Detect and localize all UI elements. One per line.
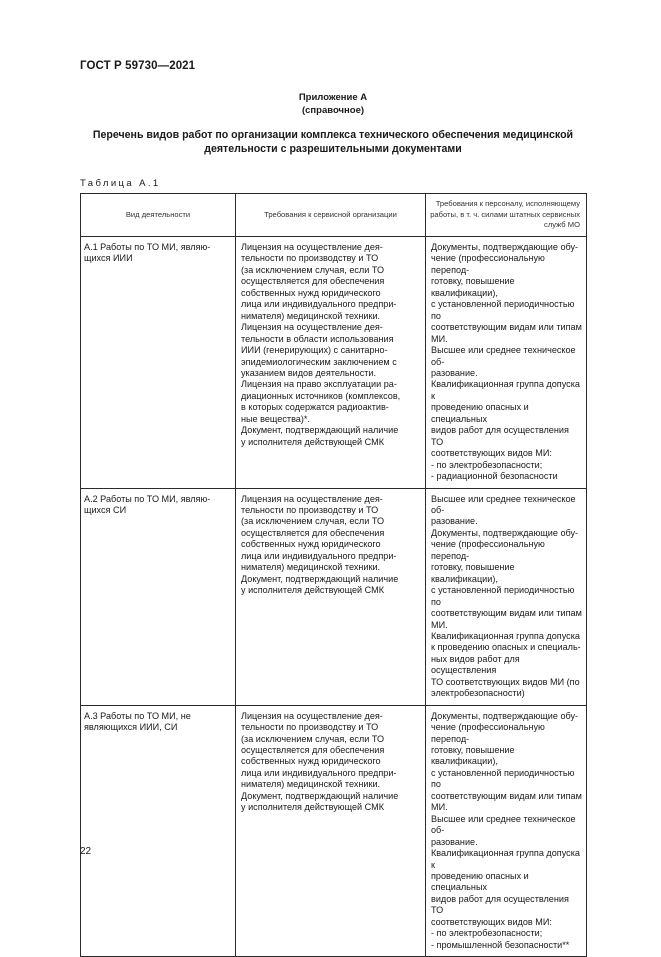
row-1-org-requirements-text: Лицензия на осуществление дея- тельности по производству и ТО (за исключением случая, если ТО осуществляется для обеспечения собственных нужд юридического лица или индивидуального предпри- нимателя) медицинской техники. Лицензия на осуществление дея- тельности в области использования ИИИ (генерирующих) с санитарно- эпидемиологическим заключением с указанием видов деятельности. Лицензия на право эксплуатации ра- диационных источников (комплексов, в которых содержатся радиоактив- ные вещества)*. Документ, подтверждающий наличие у исполнителя действующей СМК	[241, 242, 401, 447]
document-title-line-2: деятельности с разрешительными документами	[204, 143, 462, 155]
row-2-staff-requirements-text: Высшее или среднее техническое об- разование. Документы, подтверждающие обу- чение (профессиональную перепод- готовку, повышение квалификации), с установленной периодичностью по соответствующим видам или типам МИ. Квалификационная группа допуска к проведению опасных и специаль- ных видов работ для осуществления ТО соответствующих видов МИ (по электробезопасности)	[431, 493, 582, 699]
header-staff-requirements: Требования к персоналу, исполняющему работы, в т. ч. силами штатных сервисных служб МО	[426, 194, 587, 237]
document-title-line-1: Перечень видов работ по организации комплекса технического обеспечения медицинской	[92, 129, 574, 141]
row-3-org-requirements	[236, 705, 426, 957]
document-title	[80, 128, 586, 156]
header-activity-type: Вид деятельности	[81, 194, 236, 237]
annex-heading	[80, 92, 586, 117]
row-1-org-requirements	[236, 237, 426, 489]
table-caption: Таблица А.1	[80, 178, 161, 189]
row-1-staff-requirements-text: Документы, подтверждающие обу- чение (профессиональную перепод- готовку, повышение квалификации), с установленной периодичностью по соответствующим видам или типам МИ. Высшее или среднее техническое об- разование. Квалификационная группа допуска к проведению опасных и специальных видов работ для осуществления ТО соответствующих видов МИ: - по электробезопасности; - радиационной безопасности	[431, 242, 582, 482]
row-2-org-requirements	[236, 488, 426, 705]
table-row	[81, 705, 587, 957]
table-row	[81, 488, 587, 705]
page-number: 22	[80, 846, 92, 857]
table-header-row	[81, 194, 587, 237]
row-3-staff-requirements	[426, 705, 587, 957]
annex-label: Приложение А	[298, 92, 368, 103]
row-1-staff-requirements	[426, 237, 587, 489]
row-3-staff-requirements-text: Документы, подтверждающие обу- чение (профессиональную перепод- готовку, повышение квалификации), с установленной периодичностью по соответствующим видам или типам МИ. Высшее или среднее техническое об- разование. Квалификационная группа допуска к проведению опасных и специальных видов работ для осуществления ТО соответствующих видов МИ: - по электробезопасности; - промышленной безопасности**	[431, 710, 582, 950]
header-organization-requirements: Требования к сервисной организации	[236, 194, 426, 237]
row-3-org-requirements-text: Лицензия на осуществление дея- тельности по производству и ТО (за исключением случая, если ТО осуществляется для обеспечения собственных нужд юридического лица или индивидуального предпри- нимателя) медицинской техники. Документ, подтверждающий наличие у исполнителя действующей СМК	[241, 710, 399, 813]
row-2-org-requirements-text: Лицензия на осуществление дея- тельности по производству и ТО (за исключением случая, если ТО осуществляется для обеспечения собственных нужд юридического лица или индивидуального предпри- нимателя) медицинской техники. Документ, подтверждающий наличие у исполнителя действующей СМК	[241, 493, 399, 596]
row-2-activity-text: А.2 Работы по ТО МИ, являю- щихся СИ	[84, 493, 211, 515]
requirements-table	[80, 193, 587, 957]
row-3-activity-text: А.3 Работы по ТО МИ, не являющихся ИИИ, СИ	[84, 710, 191, 733]
row-3-activity	[81, 705, 236, 957]
standard-code: ГОСТ Р 59730—2021	[80, 60, 196, 72]
annex-type: (справочное)	[301, 104, 365, 116]
row-1-activity	[81, 237, 236, 489]
table-row	[81, 237, 587, 489]
row-2-activity	[81, 488, 236, 705]
row-1-activity-text: А.1 Работы по ТО МИ, являю- щихся ИИИ	[84, 242, 211, 264]
row-2-staff-requirements	[426, 488, 587, 705]
